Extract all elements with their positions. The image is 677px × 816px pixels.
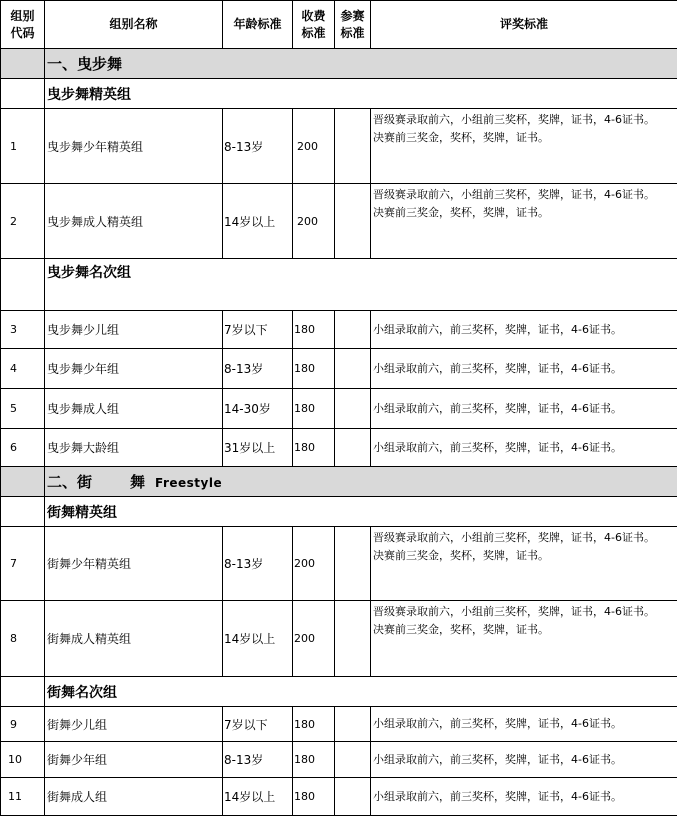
header-row: [1, 1, 677, 49]
cell-fee: 180: [293, 389, 335, 429]
table-row: [1, 109, 677, 184]
cell-age: 14岁以上: [223, 601, 293, 677]
group-row: [1, 79, 677, 109]
header-age: 年龄标准: [223, 1, 293, 49]
cell-name: 街舞少年组: [45, 742, 223, 778]
cell-age: 7岁以下: [223, 707, 293, 742]
table-row: [1, 349, 677, 389]
cell-name: 曳步舞少年精英组: [45, 109, 223, 184]
cell-code: 10: [1, 742, 45, 778]
cell-name: 街舞少儿组: [45, 707, 223, 742]
group-row: [1, 497, 677, 527]
cell-age: 31岁以上: [223, 429, 293, 467]
cell-code: 8: [1, 601, 45, 677]
group-title: 曳步舞名次组: [45, 259, 677, 311]
cell-participants: [335, 527, 371, 601]
section-row: [1, 49, 677, 79]
section-row: [1, 467, 677, 497]
cell-code: 11: [1, 778, 45, 816]
cell-fee: 180: [293, 742, 335, 778]
cell-participants: [335, 601, 371, 677]
cell-age: 14岁以上: [223, 184, 293, 259]
cell-participants: [335, 742, 371, 778]
cell-code: 4: [1, 349, 45, 389]
cell-fee: 180: [293, 349, 335, 389]
cell-award: 小组录取前六，前三奖杯，奖牌，证书，4-6证书。: [371, 742, 677, 778]
cell-fee: 180: [293, 311, 335, 349]
cell-participants: [335, 707, 371, 742]
cell-age: 14岁以上: [223, 778, 293, 816]
group-row: [1, 677, 677, 707]
cell-code: 9: [1, 707, 45, 742]
section-title: 一、曳步舞: [45, 49, 677, 79]
header-name: 组别名称: [45, 1, 223, 49]
cell-fee: 180: [293, 429, 335, 467]
cell-code: 7: [1, 527, 45, 601]
table-row: [1, 311, 677, 349]
cell-participants: [335, 311, 371, 349]
cell-age: 8-13岁: [223, 109, 293, 184]
cell-age: 8-13岁: [223, 742, 293, 778]
cell-name: 曳步舞成人精英组: [45, 184, 223, 259]
cell-participants: [335, 349, 371, 389]
cell-participants: [335, 389, 371, 429]
group-title: 曳步舞精英组: [45, 79, 677, 109]
cell-code: 3: [1, 311, 45, 349]
cell-name: 街舞成人组: [45, 778, 223, 816]
cell-fee: 200: [293, 184, 335, 259]
cell-name: 街舞少年精英组: [45, 527, 223, 601]
cell-age: 8-13岁: [223, 527, 293, 601]
cell-age: 14-30岁: [223, 389, 293, 429]
cell-participants: [335, 429, 371, 467]
table-row: [1, 601, 677, 677]
cell-name: 街舞成人精英组: [45, 601, 223, 677]
table-row: [1, 527, 677, 601]
cell-award: 晋级赛录取前六，小组前三奖杯，奖牌，证书，4-6证书。 决赛前三奖金，奖杯，奖牌，证书。: [371, 527, 677, 601]
cell-code: 6: [1, 429, 45, 467]
cell-participants: [335, 109, 371, 184]
group-title: 街舞名次组: [45, 677, 677, 707]
cell-award: 小组录取前六，前三奖杯，奖牌，证书，4-6证书。: [371, 429, 677, 467]
cell-award: 晋级赛录取前六，小组前三奖杯，奖牌，证书，4-6证书。 决赛前三奖金，奖杯，奖牌，证书。: [371, 184, 677, 259]
cell-age: 7岁以下: [223, 311, 293, 349]
cell-award: 小组录取前六，前三奖杯，奖牌，证书，4-6证书。: [371, 311, 677, 349]
group-title: 街舞精英组: [45, 497, 677, 527]
header-award: 评奖标准: [371, 1, 677, 49]
cell-fee: 200: [293, 601, 335, 677]
cell-name: 曳步舞少儿组: [45, 311, 223, 349]
header-participants: 参赛 标准: [335, 1, 371, 49]
cell-award: 小组录取前六，前三奖杯，奖牌，证书，4-6证书。: [371, 349, 677, 389]
cell-age: 8-13岁: [223, 349, 293, 389]
table-row: [1, 389, 677, 429]
cell-participants: [335, 778, 371, 816]
group-row: [1, 259, 677, 311]
cell-fee: 200: [293, 109, 335, 184]
cell-award: 晋级赛录取前六，小组前三奖杯，奖牌，证书，4-6证书。 决赛前三奖金，奖杯，奖牌，证书。: [371, 109, 677, 184]
cell-fee: 180: [293, 778, 335, 816]
cell-name: 曳步舞成人组: [45, 389, 223, 429]
cell-award: 小组录取前六，前三奖杯，奖牌，证书，4-6证书。: [371, 389, 677, 429]
header-code: 组别 代码: [1, 1, 45, 49]
table-row: [1, 429, 677, 467]
cell-participants: [335, 184, 371, 259]
cell-award: 小组录取前六，前三奖杯，奖牌，证书，4-6证书。: [371, 778, 677, 816]
cell-award: 小组录取前六，前三奖杯，奖牌，证书，4-6证书。: [371, 707, 677, 742]
table-row: [1, 778, 677, 816]
cell-code: 1: [1, 109, 45, 184]
cell-name: 曳步舞少年组: [45, 349, 223, 389]
cell-fee: 200: [293, 527, 335, 601]
table-row: [1, 707, 677, 742]
cell-code: 2: [1, 184, 45, 259]
cell-fee: 180: [293, 707, 335, 742]
cell-award: 晋级赛录取前六，小组前三奖杯，奖牌，证书，4-6证书。 决赛前三奖金，奖杯，奖牌，证书。: [371, 601, 677, 677]
section-title: 二、街 舞 Freestyle: [45, 467, 677, 497]
cell-code: 5: [1, 389, 45, 429]
header-fee: 收费 标准: [293, 1, 335, 49]
table-row: [1, 184, 677, 259]
table-row: [1, 742, 677, 778]
cell-name: 曳步舞大龄组: [45, 429, 223, 467]
